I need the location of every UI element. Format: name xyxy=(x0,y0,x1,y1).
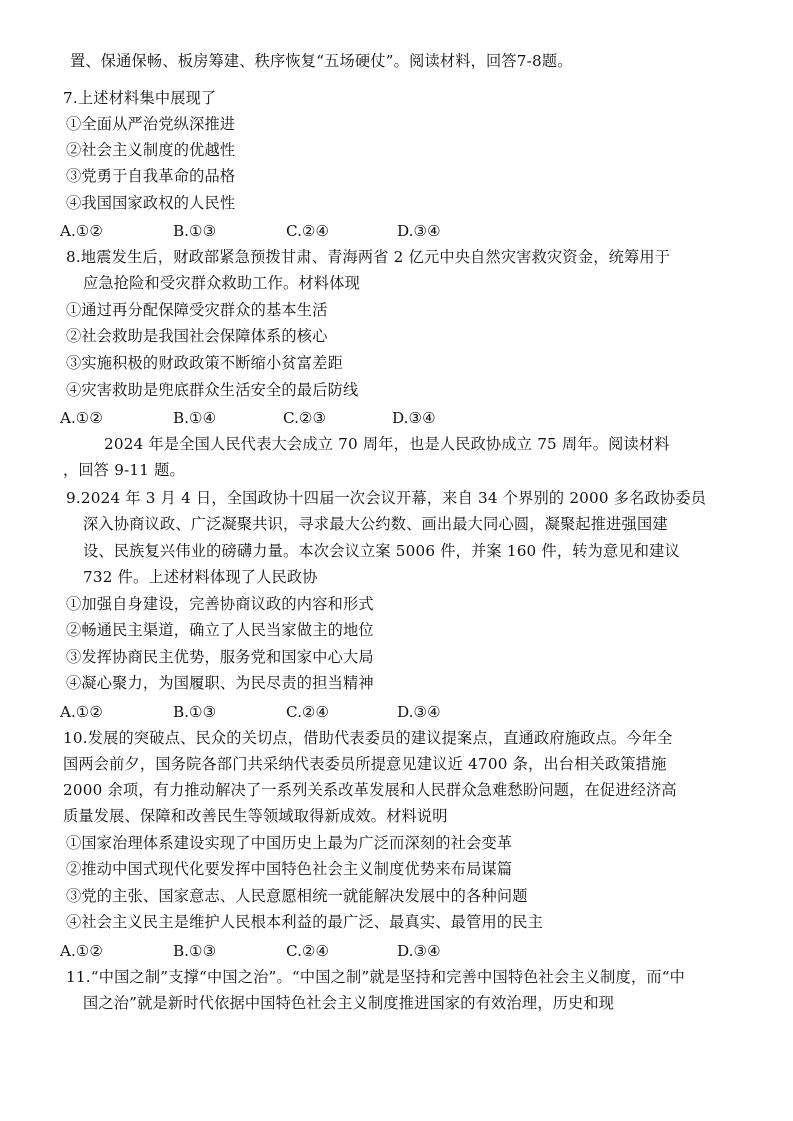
q11-stem-2: 国之治”就是新时代依据中国特色社会主义制度推进国家的有效治理，历史和现 xyxy=(83,994,615,1012)
q9-item-4: ④凝心聚力，为国履职、为民尽责的担当精神 xyxy=(66,674,374,692)
q10-choice-d: D.③④ xyxy=(397,942,441,960)
q11-stem-1: 11.“中国之制”支撑“中国之治”。“中国之制”就是坚持和完善中国特色社会主义制度，而“中 xyxy=(66,968,686,986)
q7-item-1: ①全面从严治党纵深推进 xyxy=(66,115,236,133)
q8-choice-d: D.③④ xyxy=(392,409,436,427)
q10-stem-2: 国两会前夕，国务院各部门共采纳代表委员所提意见建议近 4700 条，出台相关政策措施 xyxy=(63,755,667,773)
q9-stem-2: 深入协商议政、广泛凝聚共识，寻求最大公约数、画出最大同心圆，凝聚起推进强国建 xyxy=(83,515,668,533)
q7-choice-b: B.①③ xyxy=(173,222,217,240)
q7-item-3: ③党勇于自我革命的品格 xyxy=(66,167,236,185)
intro2-line-2: ，回答 9-11 题。 xyxy=(63,461,185,479)
q10-choice-b: B.①③ xyxy=(173,942,217,960)
q10-stem-3: 2000 余项，有力推动解决了一系列关系改革发展和人民群众急难愁盼问题，在促进经济高 xyxy=(63,781,677,799)
q9-stem-1: 9.2024 年 3 月 4 日，全国政协十四届一次会议开幕，来自 34 个界别的 2000 多名政协委员 xyxy=(66,489,707,507)
q9-choice-a: A.①② xyxy=(60,703,104,721)
q10-stem-4: 质量发展、保障和改善民生等领域取得新成效。材料说明 xyxy=(63,807,448,825)
q7-item-4: ④我国国家政权的人民性 xyxy=(66,194,236,212)
q10-item-1: ①国家治理体系建设实现了中国历史上最为广泛而深刻的社会变革 xyxy=(66,834,513,852)
q8-item-2: ②社会救助是我国社会保障体系的核心 xyxy=(66,327,328,345)
q8-item-4: ④灾害救助是兜底群众生活安全的最后防线 xyxy=(66,381,359,399)
q10-choice-c: C.②④ xyxy=(286,942,330,960)
q10-choice-a: A.①② xyxy=(60,942,104,960)
q9-choice-d: D.③④ xyxy=(397,703,441,721)
q7-item-2: ②社会主义制度的优越性 xyxy=(66,141,236,159)
q8-choice-c: C.②③ xyxy=(283,409,327,427)
q7-stem: 7.上述材料集中展现了 xyxy=(63,89,217,107)
q9-choice-b: B.①③ xyxy=(173,703,217,721)
q10-stem-1: 10.发展的突破点、民众的关切点，借助代表委员的建议提案点，直通政府施政点。今年全 xyxy=(63,729,673,747)
q8-stem-1: 8.地震发生后，财政部紧急预拨甘肃、青海两省 2 亿元中央自然灾害救灾资金，统筹用于 xyxy=(66,248,671,266)
q8-item-1: ①通过再分配保障受灾群众的基本生活 xyxy=(66,301,328,319)
q7-choice-c: C.②④ xyxy=(286,222,330,240)
intro-tail: 置、保通保畅、板房筹建、秩序恢复“五场硬仗”。阅读材料，回答7-8题。 xyxy=(70,52,573,70)
q10-item-2: ②推动中国式现代化要发挥中国特色社会主义制度优势来布局谋篇 xyxy=(66,860,513,878)
q8-choice-a: A.①② xyxy=(60,409,104,427)
q10-item-4: ④社会主义民主是维护人民根本利益的最广泛、最真实、最管用的民主 xyxy=(66,913,544,931)
q9-item-2: ②畅通民主渠道，确立了人民当家做主的地位 xyxy=(66,621,374,639)
q8-stem-2: 应急抢险和受灾群众救助工作。材料体现 xyxy=(83,274,360,292)
q9-stem-4: 732 件。上述材料体现了人民政协 xyxy=(83,568,318,586)
q7-choice-a: A.①② xyxy=(60,222,104,240)
q9-item-1: ①加强自身建设，完善协商议政的内容和形式 xyxy=(66,595,374,613)
q9-stem-3: 设、民族复兴伟业的磅礴力量。本次会议立案 5006 件，并案 160 件，转为意见和建议 xyxy=(83,542,680,560)
q9-item-3: ③发挥协商民主优势，服务党和国家中心大局 xyxy=(66,648,374,666)
intro2-line-1: 2024 年是全国人民代表大会成立 70 周年，也是人民政协成立 75 周年。阅读材料 xyxy=(104,435,670,453)
q9-choice-c: C.②④ xyxy=(286,703,330,721)
q8-item-3: ③实施积极的财政政策不断缩小贫富差距 xyxy=(66,354,343,372)
q7-choice-d: D.③④ xyxy=(397,222,441,240)
q8-choice-b: B.①④ xyxy=(173,409,217,427)
q10-item-3: ③党的主张、国家意志、人民意愿相统一就能解决发展中的各种问题 xyxy=(66,887,528,905)
